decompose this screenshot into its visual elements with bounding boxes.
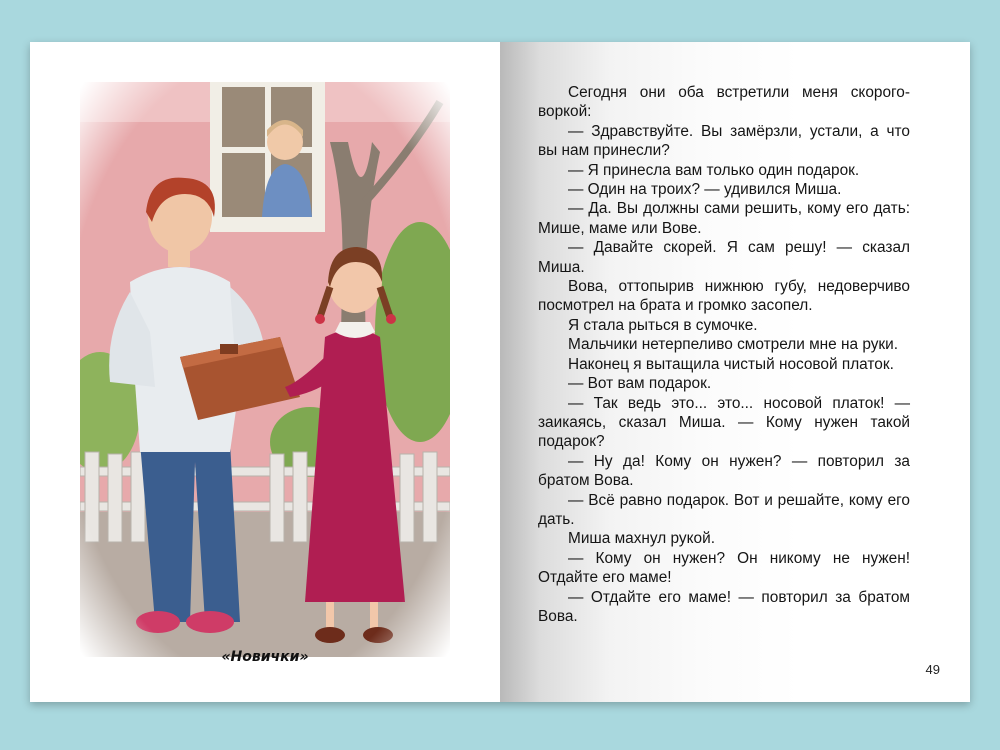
- page-number: 49: [925, 662, 940, 677]
- paragraph: — Так ведь это... это... носовой платок! — заикаясь, сказал Миша. — Кому нужен такой подарок?: [538, 394, 910, 451]
- right-page: [500, 42, 970, 702]
- book-spread: [30, 42, 970, 702]
- paragraph: — Я принесла вам только один подарок.: [568, 161, 860, 179]
- paragraph: — Да. Вы должны сами решить, кому его дать: Мише, маме или Вове.: [538, 200, 910, 237]
- paragraph: — Всё равно подарок. Вот и решайте, кому его дать.: [538, 491, 910, 528]
- paragraph: Миша махнул рукой.: [568, 530, 715, 548]
- paragraph: — Один на троих? — удивился Миша.: [568, 181, 842, 199]
- paragraph: — Кому он нужен? Он никому не нужен! Отдайте его маме!: [538, 549, 910, 587]
- paragraph: — Отдайте его маме! — повторил за братом Вова.: [538, 588, 910, 625]
- paragraph: Мальчики нетерпеливо смотрели мне на руки.: [568, 336, 899, 354]
- paragraph: — Вот вам подарок.: [568, 375, 712, 393]
- paragraph: — Давайте скорей. Я сам решу! — сказал Миша.: [538, 239, 910, 276]
- illustration-caption: «Новички»: [221, 649, 309, 665]
- paragraph: Сегодня они оба встретили меня скороговоркой:: [538, 84, 910, 121]
- left-page: [30, 42, 500, 702]
- paragraph: — Ну да! Кому он нужен? — повторил за братом Вова.: [538, 452, 910, 490]
- illustration-boy-girl-briefcase: [80, 82, 450, 657]
- paragraph: Я стала рыться в сумочке.: [568, 316, 758, 334]
- paragraph: Вова, оттопырив нижнюю губу, недоверчиво посмотрел на брата и громко засопел.: [538, 278, 910, 315]
- story-text: [538, 83, 910, 626]
- paragraph: — Здравствуйте. Вы замёрзли, устали, а что вы нам принесли?: [538, 122, 910, 160]
- paragraph: Наконец я вытащила чистый носовой платок.: [568, 355, 894, 373]
